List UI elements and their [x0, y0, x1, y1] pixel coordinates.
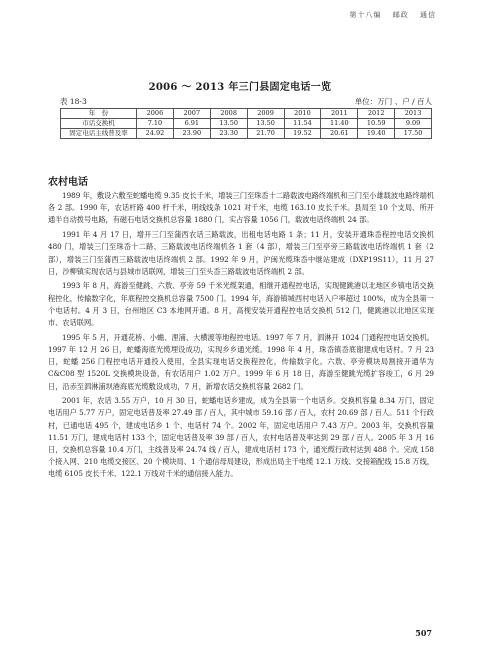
table-cell: 9.09 — [395, 119, 432, 129]
year-header-cell: 2010 — [284, 109, 321, 119]
table-cell: 19.52 — [284, 129, 321, 139]
table-cell: 23.90 — [173, 129, 210, 139]
running-head — [342, 10, 436, 20]
table-cell: 7.10 — [137, 119, 174, 129]
table-cell: 23.30 — [210, 129, 247, 139]
year-header-cell: 2011 — [321, 109, 358, 119]
table-cell: 13.50 — [247, 119, 284, 129]
row-label-cell: 固定电话主线普及率 — [61, 129, 137, 139]
year-header-cell: 2006 — [137, 109, 174, 119]
table-row — [61, 119, 432, 129]
table-row — [61, 129, 432, 139]
section-heading: 农村电话 — [48, 177, 88, 188]
running-head-part: 第十八编 — [349, 11, 382, 19]
table-title: 2006 ～ 2013 年三门县固定电话一览 — [148, 82, 332, 93]
table-cell: 19.40 — [358, 129, 395, 139]
table-cell: 21.70 — [247, 129, 284, 139]
page-number: 507 — [415, 628, 432, 638]
header-label-cell: 年 份 — [61, 109, 137, 119]
year-header-cell: 2012 — [358, 109, 395, 119]
table-cell: 11.54 — [284, 119, 321, 129]
row-label-cell: 市话交换机 — [61, 119, 137, 129]
table-cell: 6.91 — [173, 119, 210, 129]
paragraph: 1995 年 5 月，开通花桥、小蟾、浬浦、大横渡等地程控电话。1997 年 7 月，泗淋开 1024 门通程控电话交换机。1997 年 12 月 26 日，蛇蟠海底光缆埋设成功，实现乡乡通光缆。1998 年 4 月，珠岙镇岙底谢建成电话村。7 月 23 日，蛇蟠 256 门程控电话开通投入使用，全县实现电话交换程控化，传输数字化。六敖、亭旁模块局割接开通华为 C&C08 型 1520L 交换模块设备，有农话用户 1.02 万户。1999 年 6 月 18 日，海游至健跳光缆扩容竣工，6 月 29 日，沿赤至泗淋浦坝港海底光缆敷设成功，7 月，新增农话交换机容量 2682 门。 — [48, 332, 434, 391]
table-cell: 13.50 — [210, 119, 247, 129]
table-cell: 10.59 — [358, 119, 395, 129]
year-header-cell: 2007 — [173, 109, 210, 119]
running-head-section: 邮政 — [392, 11, 409, 19]
paragraph: 1989 年，敷设六敷至蛇蟠电缆 9.35 皮长千米，增装三门至珠岙十二路载波电路终端机和三门至小雄载波电路终端机各 2 部。1990 年，农话杆路 400 杆千米，明线线条 1021 对千米，电缆 163.10 皮长千米。县局至 10 个支局、所开通半自动拨号电路，有磁石电话交换机总容量 1880 门，实占容量 1056 门，载波电话终端机 24 部。 — [48, 191, 434, 225]
table-number: 表 18-3 — [60, 97, 87, 106]
body-text — [48, 190, 434, 483]
paragraph: 1991 年 4 月 17 日，增开三门至蒲西农话三路载波，出租电话电路 1 条；11 月，安装开通珠岙程控电话交换机 480 门，增装三门至珠岙十二路、三路载波电话终端机各 1 套（4 部），增装三门至亭旁三路载波电话终端机 1 套（2 部），增装三门至蒲西三路载波电话终端机 2 部。1992 年 9 月，沪闽光缆珠岙中继站建成（DXP19S11），11 月 27 日，沙柳镇实现农话与县城市话联网，增装三门至头岙三路载波电话终端机 2 部。 — [48, 230, 434, 276]
year-header-cell: 2009 — [247, 109, 284, 119]
statistics-table — [60, 108, 432, 139]
year-header-cell: 2008 — [210, 109, 247, 119]
year-header-cell: 2013 — [395, 109, 432, 119]
table-cell: 20.61 — [321, 129, 358, 139]
table-cell: 11.40 — [321, 119, 358, 129]
table-unit: 单位：万门 、户 / 百人 — [354, 97, 432, 106]
table-header-row — [61, 109, 432, 119]
running-head-subsection: 通信 — [420, 11, 436, 19]
paragraph: 2001 年，农话 3.55 万户，10 月 30 日，蛇蟠电话乡建成，成为全县第一个电话乡。交换机容量 8.34 万门，固定电话用户 5.77 万户，固定电话普及率 27.49 部 / 百人，其中城市 59.16 部 / 百人，农村 20.69 部 / 百人。511 个行政村，已通电话 495 个，建成电话乡 1 个、电话村 74 个。2002 年，固定电话用户 7.43 万户。2003 年，交换机容量 11.51 万门，建成电话村 133 个，固定电话普及率 39 部 / 百人，农村电话普及率达到 29 部 / 百人。2005 年 3 月 16 日，交换机总容量 10.4 万门，主线普及率 24.74 线 / 百人，建成电话村 173 个，通光缆行政村达到 488 个。完成 158 个接入网、210 电缆交接区、20 个模块局、1 个通信母局建设，形成出局主干电缆 12.1 万线、交接箱配线 15.8 万线，电缆 6105 皮长千米、122.1 万线对千米的通信接入能力。 — [48, 396, 434, 479]
paragraph: 1993 年 8 月，海游至健跳、六敖、亭旁 59 千米光缆架通，相继开通程控电话，实现健跳港以北地区乡镇电话交换程控化，传输数字化，年底程控交换机总容量 7500 门。1994 年，海游镇城西村电话入户率超过 100%，成为全县第一个电话村。4 月 3 日，台州地区 C3 本地网开通。8 月，高枧安装开通程控电话交换机 512 门，健跳港以北地区实现市、农话联网。 — [48, 281, 434, 328]
table-cell: 17.50 — [395, 129, 432, 139]
table-cell: 24.92 — [137, 129, 174, 139]
